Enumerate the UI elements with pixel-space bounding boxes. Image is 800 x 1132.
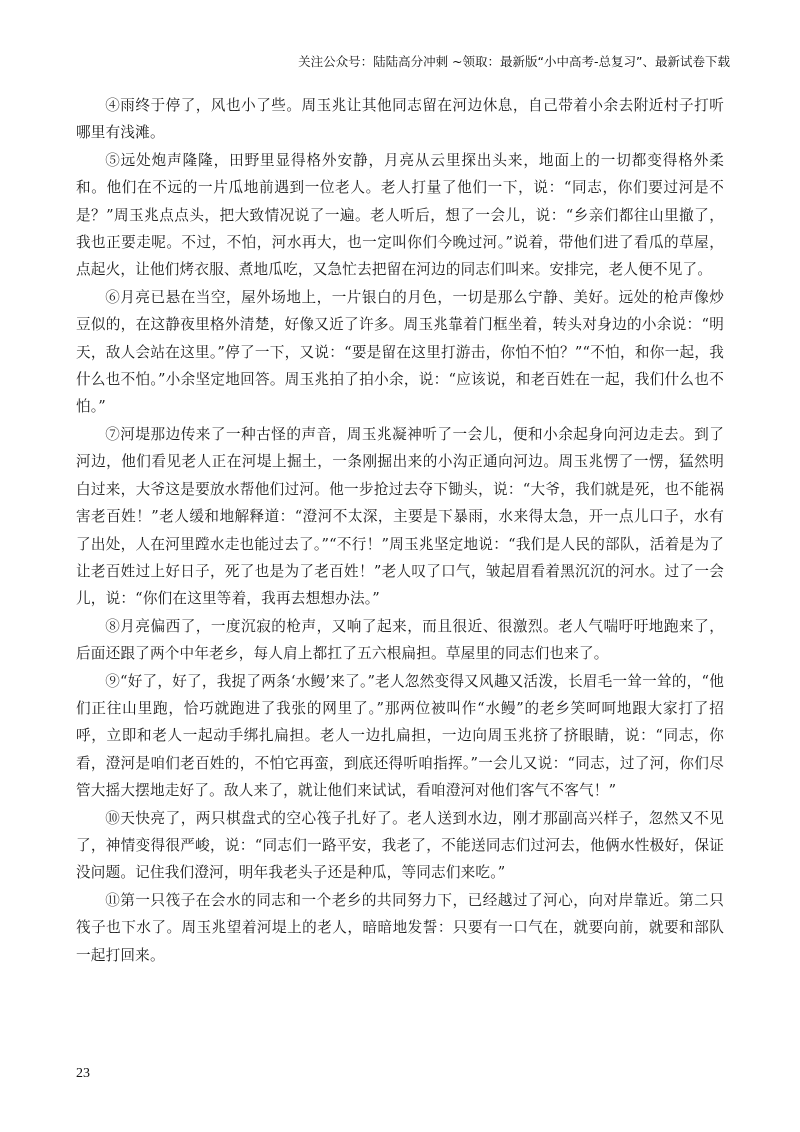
paragraph-8: ⑧月亮偏西了，一度沉寂的枪声，又响了起来，而且很近、很激烈。老人气喘吁吁地跑来了，后面还跟了两个中年老乡，每人肩上都扛了五六根扁担。草屋里的同志们也来了。: [76, 617, 724, 663]
paragraph-10: ⑩天快亮了，两只棋盘式的空心筏子扎好了。老人送到水边，刚才那副高兴样子，忽然又不见了，神情变得很严峻，说：“同志们一路平安，我老了，不能送同志们过河去，他俩水性极好，保证没问题。记住我们澄河，明年我老头子还是种瓜，等同志们来吃。”: [76, 809, 724, 882]
page-header: 关注公众号：陆陆高分冲刺 ~领取：最新版“小中高考-总复习”、最新试卷下载: [298, 54, 730, 69]
page-number: 23: [76, 1066, 90, 1081]
paragraph-9: ⑨“好了，好了，我捉了两条‘水鳗’来了。”老人忽然变得又风趣又活泼，长眉毛一耸一耸的，“他们正往山里跑，恰巧就跑进了我张的网里了。”那两位被叫作“水鳗”的老乡笑呵呵地跟大家打了招呼，立即和老人一起动手绑扎扁担。老人一边扎扁担，一边向周玉兆挤了挤眼睛，说：“同志，你看，澄河是咱们老百姓的，不怕它再蛮，到底还得听咱指挥。”一会儿又说：“同志，过了河，你们尽管大摇大摆地走好了。敌人来了，就让他们来试试，看咱澄河对他们客气不客气！”: [76, 672, 724, 800]
paragraph-4: ④雨终于停了，风也小了些。周玉兆让其他同志留在河边休息，自己带着小余去附近村子打听哪里有浅滩。: [76, 97, 724, 142]
article-body: [76, 92, 724, 969]
paragraph-6: ⑥月亮已悬在当空，屋外场地上，一片银白的月色，一切是那么宁静、美好。远处的枪声像炒豆似的，在这静夜里格外清楚，好像又近了许多。周玉兆靠着门框坐着，转头对身边的小余说：“明天，敌人会站在这里。”停了一下，又说：“要是留在这里打游击，你怕不怕？”“不怕，和你一起，我什么也不怕。”小余坚定地回答。周玉兆拍了拍小余，说：“应该说，和老百姓在一起，我们什么也不怕。”: [76, 288, 724, 416]
paragraph-7: ⑦河堤那边传来了一种古怪的声音，周玉兆凝神听了一会儿，便和小余起身向河边走去。到了河边，他们看见老人正在河堤上掘土，一条刚掘出来的小沟正通向河边。周玉兆愣了一愣，猛然明白过来，大爷这是要放水帮他们过河。他一步抢过去夺下锄头，说：“大爷，我们就是死，也不能祸害老百姓！”老人缓和地解释道：“澄河不太深，主要是下暴雨，水来得太急，开一点儿口子，水有了出处，人在河里蹚水走也能过去了。”“不行！”周玉兆坚定地说：“我们是人民的部队，活着是为了让老百姓过上好日子，死了也是为了老百姓！”老人叹了口气，皱起眉看着黑沉沉的河水。过了一会儿，说：“你们在这里等着，我再去想想办法。”: [76, 425, 724, 608]
paragraph-11: ⑪第一只筏子在会水的同志和一个老乡的共同努力下，已经越过了河心，向对岸靠近。第二只筏子也下水了。周玉兆望着河堤上的老人，暗暗地发誓：只要有一口气在，就要向前，就要和部队一起打回来。: [76, 891, 724, 964]
paragraph-5: ⑤远处炮声隆隆，田野里显得格外安静，月亮从云里探出头来，地面上的一切都变得格外柔和。他们在不远的一片瓜地前遇到一位老人。老人打量了他们一下，说：“同志，你们要过河是不是？”周玉兆点点头，把大致情况说了一遍。老人听后，想了一会儿，说：“乡亲们都往山里撤了，我也正要走呢。不过，不怕，河水再大，也一定叫你们今晚过河。”说着，带他们进了看瓜的草屋，点起火，让他们烤衣服、煮地瓜吃，又急忙去把留在河边的同志们叫来。安排完，老人便不见了。: [76, 151, 724, 279]
